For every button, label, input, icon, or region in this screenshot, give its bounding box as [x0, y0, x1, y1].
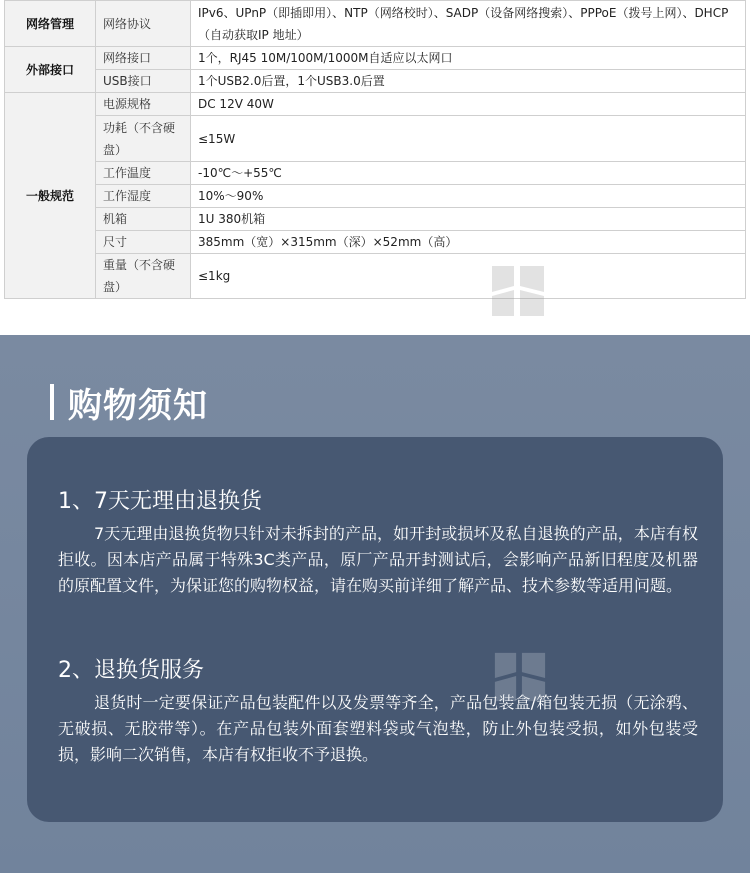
- spec-section: [0, 0, 750, 335]
- section-body-return-7days: 7天无理由退换货物只针对未拆封的产品，如开封或损坏及私自退换的产品，本店有权拒收。因本店产品属于特殊3C类产品，原厂产品开封测试后，会影响产品新旧程度及机器的原配置文件，为保证您的购物权益，请在购买前详细了解产品、技术参数等适用问题。: [58, 524, 698, 595]
- table-row: [5, 1, 746, 47]
- table-row: [5, 93, 746, 116]
- table-row: [5, 208, 746, 231]
- spec-value: -10℃～+55℃: [191, 162, 746, 185]
- spec-value: ≤15W: [191, 116, 746, 162]
- heading-accent-bar: [50, 384, 54, 420]
- category-external-interface: 外部接口: [5, 47, 96, 93]
- spec-value: 10%～90%: [191, 185, 746, 208]
- spec-label: 机箱: [96, 208, 191, 231]
- spec-label: 电源规格: [96, 93, 191, 116]
- spec-label: USB接口: [96, 70, 191, 93]
- table-row: [5, 254, 746, 299]
- notice-card: [27, 437, 723, 822]
- spec-label: 网络接口: [96, 47, 191, 70]
- table-row: [5, 116, 746, 162]
- spec-label: 尺寸: [96, 231, 191, 254]
- table-row: [5, 162, 746, 185]
- watermark-logo-icon: [491, 649, 549, 705]
- table-row: [5, 231, 746, 254]
- spec-label: 重量（不含硬盘）: [96, 254, 191, 299]
- spec-label: 工作湿度: [96, 185, 191, 208]
- spec-value: 1个USB2.0后置，1个USB3.0后置: [191, 70, 746, 93]
- category-general-spec: 一般规范: [5, 93, 96, 299]
- table-row: [5, 47, 746, 70]
- table-row: [5, 185, 746, 208]
- table-row: [5, 70, 746, 93]
- spec-label: 工作温度: [96, 162, 191, 185]
- spec-value: 385mm（宽）×315mm（深）×52mm（高）: [191, 231, 746, 254]
- section-title-return-service: 2、退换货服务: [58, 658, 204, 683]
- section-title-return-7days: 1、7天无理由退换货: [58, 489, 262, 514]
- shopping-notice-section: [0, 335, 750, 873]
- spec-table: [4, 0, 746, 299]
- notice-title: 购物须知: [68, 385, 208, 426]
- spec-value: IPv6、UPnP（即插即用）、NTP（网络校时）、SADP（设备网络搜索）、PPPoE（拨号上网）、DHCP（自动获取IP 地址）: [191, 1, 746, 47]
- spec-value: 1U 380机箱: [191, 208, 746, 231]
- spec-label: 网络协议: [96, 1, 191, 47]
- spec-label: 功耗（不含硬盘）: [96, 116, 191, 162]
- watermark-logo-icon: [488, 262, 548, 320]
- category-network-mgmt: 网络管理: [5, 1, 96, 47]
- spec-value: DC 12V 40W: [191, 93, 746, 116]
- section-body-return-service: 退货时一定要保证产品包装配件以及发票等齐全，产品包装盒/箱包装无损（无涂鸦、无破损、无胶带等）。在产品包装外面套塑料袋或气泡垫，防止外包装受损，如外包装受损，影响二次销售，本店有权拒收不予退换。: [58, 693, 698, 764]
- spec-value: 1个，RJ45 10M/100M/1000M自适应以太网口: [191, 47, 746, 70]
- notice-heading: [50, 377, 208, 427]
- spec-value: ≤1kg: [191, 254, 746, 299]
